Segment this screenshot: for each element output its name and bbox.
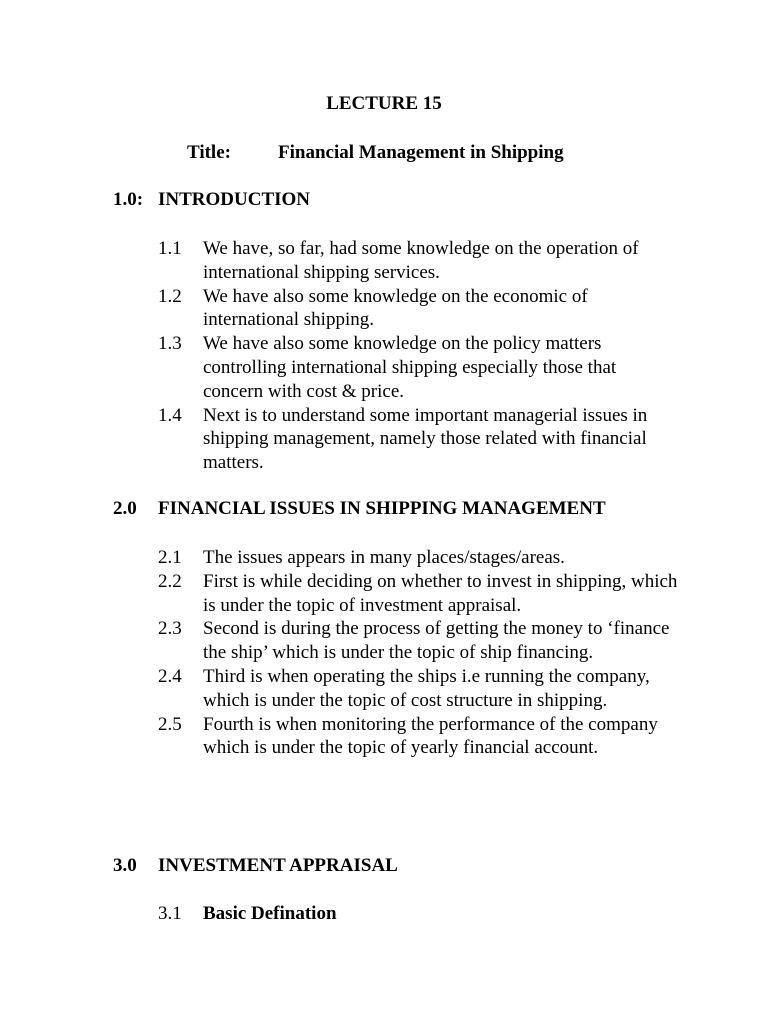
item-number: 1.2 [158,285,182,307]
item-number: 2.2 [158,570,182,592]
item-number: 2.3 [158,618,182,640]
section-heading-financial-issues [113,497,606,521]
item-number: 1.3 [158,333,182,355]
subsection-heading [158,902,337,926]
list-item [158,404,678,475]
title-value: Financial Management in Shipping [278,142,564,163]
section-number: 2.0 [113,498,137,519]
list-item [158,332,678,403]
section-heading-investment-appraisal [113,854,398,878]
item-number: 1.1 [158,238,182,259]
item-text: We have also some knowledge on the policy matters controlling international shipping especially those that concern with cost & price. [203,333,617,402]
item-text: Second is during the process of getting the money to ‘finance the ship’ which is under the topic of ship financing. [203,618,670,664]
item-text: Third is when operating the ships i.e running the company, which is under the topic of cost structure in shipping. [203,665,650,711]
item-number: 1.4 [158,404,182,426]
list-item [158,713,678,761]
financial-issues-list [158,546,678,760]
item-text: Fourth is when monitoring the performance of the company which is under the topic of yearly financial account. [203,713,658,759]
item-number: 2.1 [158,547,182,568]
item-text: We have, so far, had some knowledge on the operation of international shipping services. [203,238,639,283]
item-text: The issues appears in many places/stages/areas. [203,547,565,568]
item-number: 2.4 [158,665,182,687]
item-text: First is while deciding on whether to invest in shipping, which is under the topic of investment appraisal. [203,570,678,616]
item-number: 2.5 [158,713,182,735]
item-text: We have also some knowledge on the economic of international shipping. [203,285,588,331]
list-item [158,546,678,570]
list-item [158,237,678,285]
section-heading-introduction [113,188,310,212]
list-item [158,665,678,713]
section-title: FINANCIAL ISSUES IN SHIPPING MANAGEMENT [158,498,606,519]
title-line [187,141,564,165]
section-number: 3.0 [113,855,137,876]
item-number: 3.1 [158,903,182,924]
section-number: 1.0: [113,189,144,210]
item-text: Basic Defination [203,903,337,924]
list-item [158,570,678,618]
list-item [158,285,678,333]
title-label: Title: [187,142,231,163]
lecture-heading: LECTURE 15 [326,93,442,114]
item-text: Next is to understand some important managerial issues in shipping management, namely those related with financial matters. [203,404,648,474]
introduction-list [158,237,678,475]
list-item [158,617,678,665]
section-title: INVESTMENT APPRAISAL [158,855,398,876]
section-title: INTRODUCTION [158,189,311,210]
